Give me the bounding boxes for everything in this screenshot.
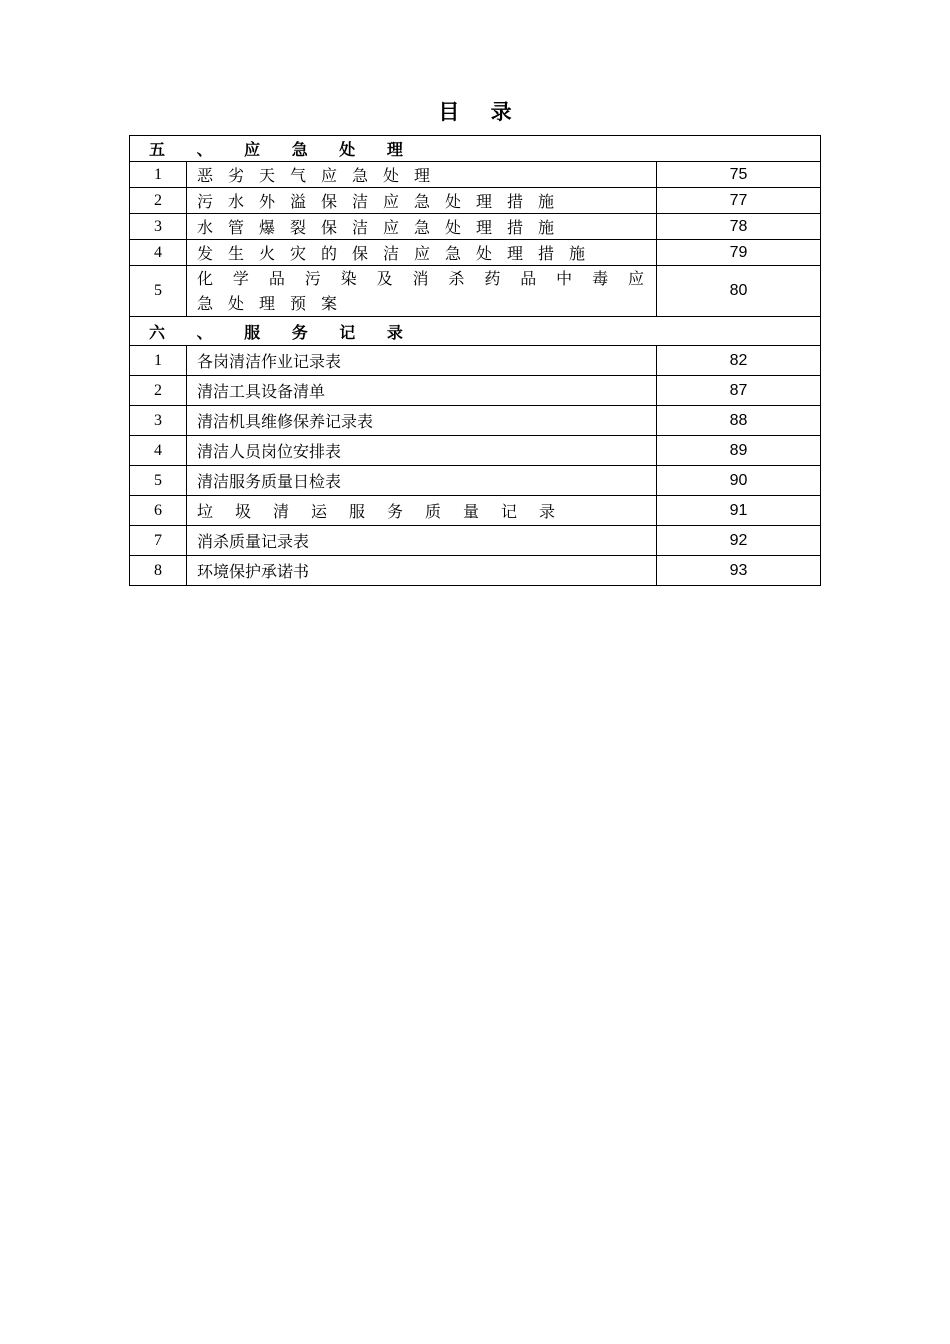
item-title[interactable]: 发生火灾的保洁应急处理措施 (187, 240, 657, 266)
item-page: 80 (657, 266, 821, 317)
item-page: 90 (657, 466, 821, 496)
section-heading[interactable]: 六 、 服 务 记 录 (130, 317, 821, 346)
page-title: 目 录 (438, 99, 524, 124)
item-number: 6 (130, 496, 187, 526)
item-number: 8 (130, 556, 187, 586)
item-title[interactable]: 清洁工具设备清单 (187, 376, 657, 406)
toc-row[interactable] (130, 214, 821, 240)
toc-row[interactable] (130, 240, 821, 266)
section-heading-row (130, 317, 821, 346)
item-title[interactable] (187, 266, 657, 317)
item-page: 78 (657, 214, 821, 240)
toc-row[interactable] (130, 436, 821, 466)
item-number: 7 (130, 526, 187, 556)
item-title[interactable]: 污水外溢保洁应急处理措施 (187, 188, 657, 214)
item-title[interactable]: 恶劣天气应急处理 (187, 162, 657, 188)
item-title-line: 化学品污染及消杀药品中毒应 (197, 269, 644, 288)
toc-row[interactable] (130, 556, 821, 586)
item-number: 3 (130, 214, 187, 240)
item-number: 4 (130, 240, 187, 266)
item-number: 5 (130, 266, 187, 317)
section-heading-row (130, 136, 821, 162)
item-page: 92 (657, 526, 821, 556)
item-page: 89 (657, 436, 821, 466)
item-page: 91 (657, 496, 821, 526)
toc-row[interactable] (130, 496, 821, 526)
toc-row[interactable] (130, 406, 821, 436)
item-page: 87 (657, 376, 821, 406)
item-number: 5 (130, 466, 187, 496)
item-title[interactable]: 各岗清洁作业记录表 (187, 346, 657, 376)
item-title-line: 急处理预案 (197, 294, 353, 313)
item-page: 79 (657, 240, 821, 266)
item-title[interactable]: 消杀质量记录表 (187, 526, 657, 556)
item-number: 4 (130, 436, 187, 466)
item-title[interactable]: 清洁服务质量日检表 (187, 466, 657, 496)
item-number: 1 (130, 162, 187, 188)
toc-row[interactable] (130, 526, 821, 556)
item-page: 77 (657, 188, 821, 214)
table-of-contents (129, 135, 821, 586)
item-title[interactable]: 环境保护承诺书 (187, 556, 657, 586)
item-page: 88 (657, 406, 821, 436)
toc-row[interactable] (130, 466, 821, 496)
toc-row[interactable] (130, 346, 821, 376)
toc-row[interactable] (130, 162, 821, 188)
item-page: 82 (657, 346, 821, 376)
item-title[interactable]: 水管爆裂保洁应急处理措施 (187, 214, 657, 240)
item-number: 2 (130, 376, 187, 406)
item-number: 1 (130, 346, 187, 376)
item-number: 3 (130, 406, 187, 436)
toc-row[interactable] (130, 376, 821, 406)
toc-row[interactable] (130, 266, 821, 317)
item-title[interactable]: 清洁机具维修保养记录表 (187, 406, 657, 436)
item-page: 93 (657, 556, 821, 586)
item-title[interactable]: 垃圾清运服务质量记录 (187, 496, 657, 526)
item-page: 75 (657, 162, 821, 188)
item-title[interactable]: 清洁人员岗位安排表 (187, 436, 657, 466)
item-number: 2 (130, 188, 187, 214)
section-heading[interactable]: 五 、 应 急 处 理 (130, 136, 821, 162)
toc-row[interactable] (130, 188, 821, 214)
